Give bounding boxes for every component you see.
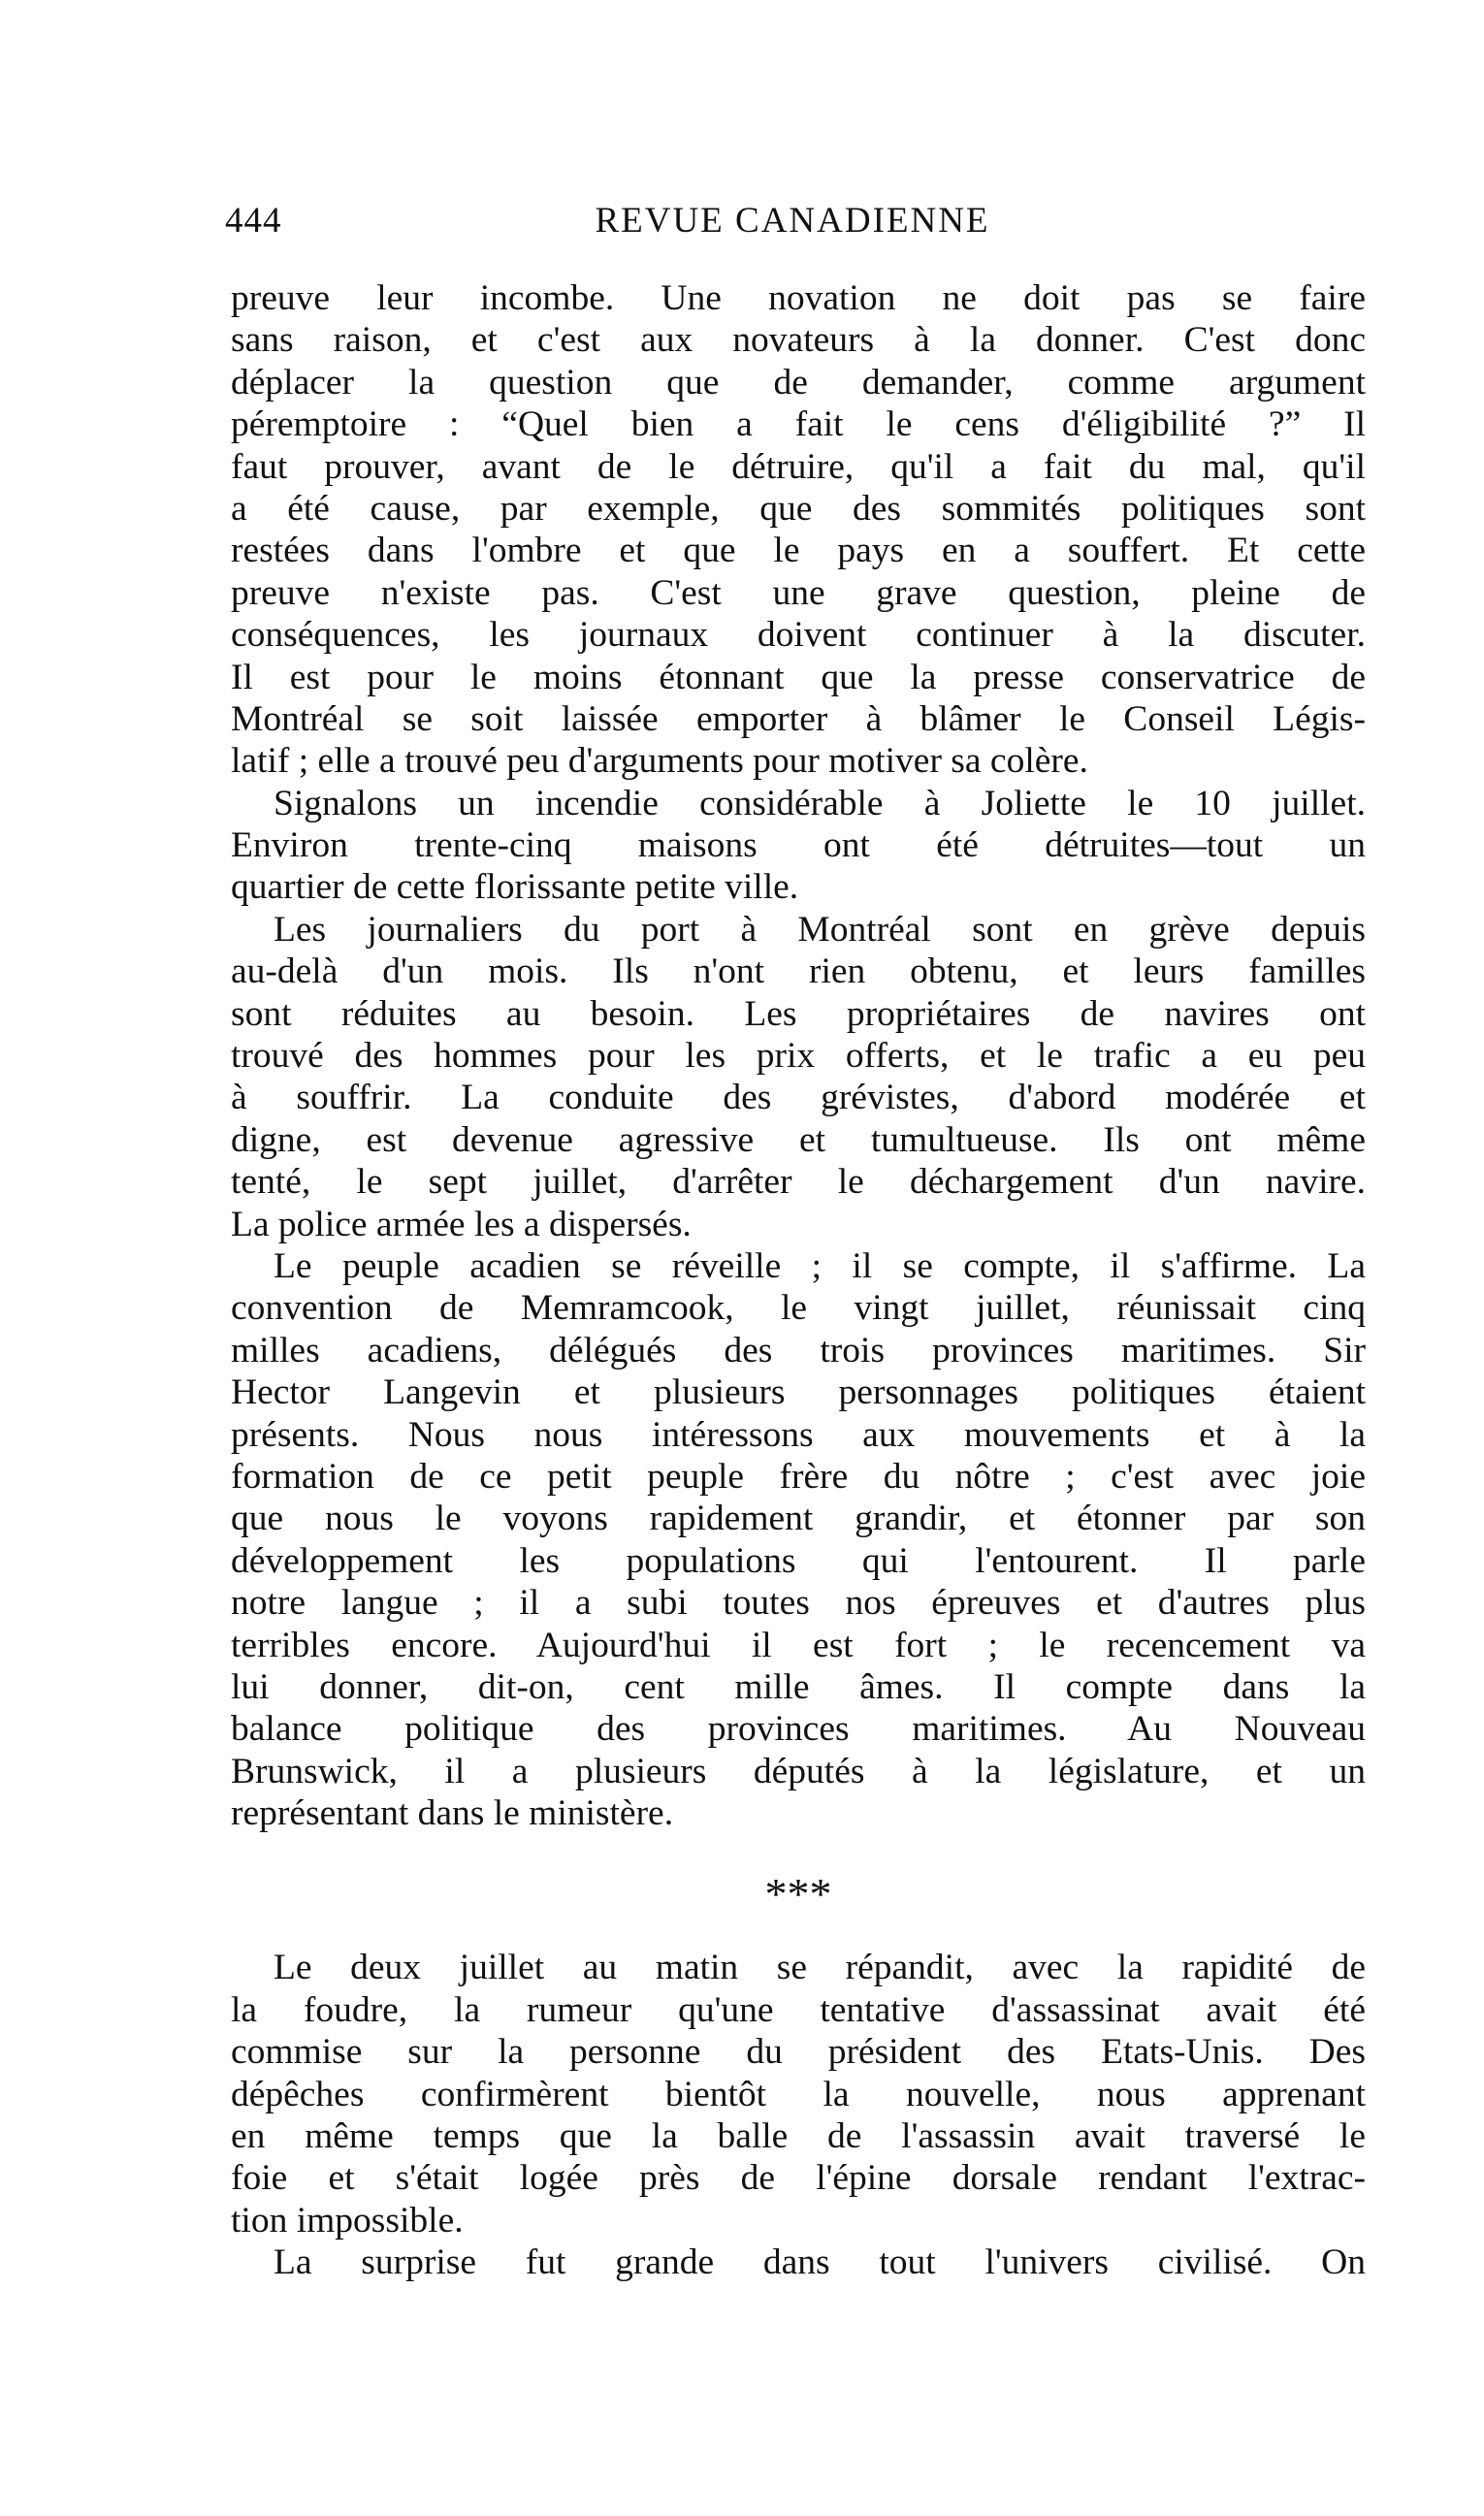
text-line: Environ trente-cinq maisons ont été détruites—tout un [231, 825, 1366, 866]
page-number: 444 [225, 201, 282, 241]
text-line: trouvé des hommes pour les prix offerts, et le trafic a eu peu [231, 1036, 1366, 1077]
text-line: digne, est devenue agressive et tumultueuse. Ils ont même [231, 1119, 1366, 1160]
text-line: La police armée les a dispersés. [231, 1204, 692, 1244]
text-line: a été cause, par exemple, que des sommités politiques sont [231, 488, 1366, 529]
body-text [231, 277, 1366, 2284]
text-line: Brunswick, il a plusieurs députés à la législature, et un [231, 1751, 1366, 1791]
paragraph [231, 909, 1366, 1245]
text-line: formation de ce petit peuple frère du nôtre ; c'est avec joie [231, 1456, 1366, 1497]
text-line: foie et s'était logée près de l'épine dorsale rendant l'extrac- [231, 2158, 1366, 2199]
text-line: Le peuple acadien se réveille ; il se compte, il s'affirme. La [274, 1245, 1366, 1286]
page-header [225, 200, 1360, 239]
text-line: déplacer la question que de demander, comme argument [231, 362, 1366, 403]
text-line: latif ; elle a trouvé peu d'arguments pour motiver sa colère. [231, 741, 1088, 782]
section-ornament: *** [764, 1869, 832, 1919]
text-line: sans raison, et c'est aux novateurs à la donner. C'est donc [231, 320, 1366, 361]
text-line: balance politique des provinces maritimes. Au Nouveau [231, 1709, 1366, 1750]
text-line: présents. Nous nous intéressons aux mouvements et à la [231, 1414, 1366, 1455]
text-line: terribles encore. Aujourd'hui il est fort ; le recencement va [231, 1625, 1366, 1665]
text-line: Le deux juillet au matin se répandit, avec la rapidité de [274, 1948, 1366, 1988]
paragraph [231, 2242, 1366, 2283]
text-line: notre langue ; il a subi toutes nos épreuves et d'autres plus [231, 1583, 1366, 1624]
text-line: au-delà d'un mois. Ils n'ont rien obtenu, et leurs familles [231, 952, 1366, 992]
running-title: REVUE CANADIENNE [595, 201, 990, 241]
text-line: en même temps que la balle de l'assassin avait traversé le [231, 2116, 1366, 2157]
text-line: restées dans l'ombre et que le pays en a souffert. Et cette [231, 531, 1366, 571]
text-line: que nous le voyons rapidement grandir, et étonner par son [231, 1499, 1366, 1539]
text-line: tenté, le sept juillet, d'arrêter le déchargement d'un navire. [231, 1162, 1366, 1203]
text-line: La surprise fut grande dans tout l'univers civilisé. On [274, 2242, 1366, 2283]
text-line: preuve n'existe pas. C'est une grave question, pleine de [231, 572, 1366, 613]
text-line: milles acadiens, délégués des trois provinces maritimes. Sir [231, 1330, 1366, 1371]
text-line: développement les populations qui l'entourent. Il parle [231, 1540, 1366, 1581]
text-line: tion impossible. [231, 2200, 464, 2241]
text-line: à souffrir. La conduite des grévistes, d'abord modérée et [231, 1078, 1366, 1118]
text-line: lui donner, dit-on, cent mille âmes. Il compte dans la [231, 1666, 1366, 1707]
text-line: Montréal se soit laissée emporter à blâmer le Conseil Légis- [231, 698, 1366, 739]
text-line: dépêches confirmèrent bientôt la nouvelle, nous apprenant [231, 2074, 1366, 2114]
text-line: Hector Langevin et plusieurs personnages politiques étaient [231, 1372, 1366, 1413]
text-line: représentant dans le ministère. [231, 1793, 674, 1834]
text-line: quartier de cette florissante petite ville. [231, 867, 799, 908]
text-line: commise sur la personne du président des Etats-Unis. Des [231, 2032, 1366, 2073]
paragraph [231, 1245, 1366, 1834]
text-line: preuve leur incombe. Une novation ne doit pas se faire [231, 278, 1366, 318]
paragraph [231, 1947, 1366, 2242]
text-line: sont réduites au besoin. Les propriétaires de navires ont [231, 993, 1366, 1034]
text-line: la foudre, la rumeur qu'une tentative d'assassinat avait été [231, 1989, 1366, 2030]
paragraph [231, 277, 1366, 783]
text-line: Il est pour le moins étonnant que la presse conservatrice de [231, 657, 1366, 697]
text-line: conséquences, les journaux doivent continuer à la discuter. [231, 615, 1366, 656]
text-line: convention de Memramcook, le vingt juillet, réunissait cinq [231, 1288, 1366, 1329]
text-line: péremptoire : “Quel bien a fait le cens d'éligibilité ?” Il [231, 404, 1366, 445]
text-line: Signalons un incendie considérable à Joliette le 10 juillet. [274, 783, 1366, 823]
text-line: faut prouver, avant de le détruire, qu'il a fait du mal, qu'il [231, 446, 1366, 487]
text-line: Les journaliers du port à Montréal sont en grève depuis [274, 909, 1366, 950]
paragraph [231, 783, 1366, 909]
